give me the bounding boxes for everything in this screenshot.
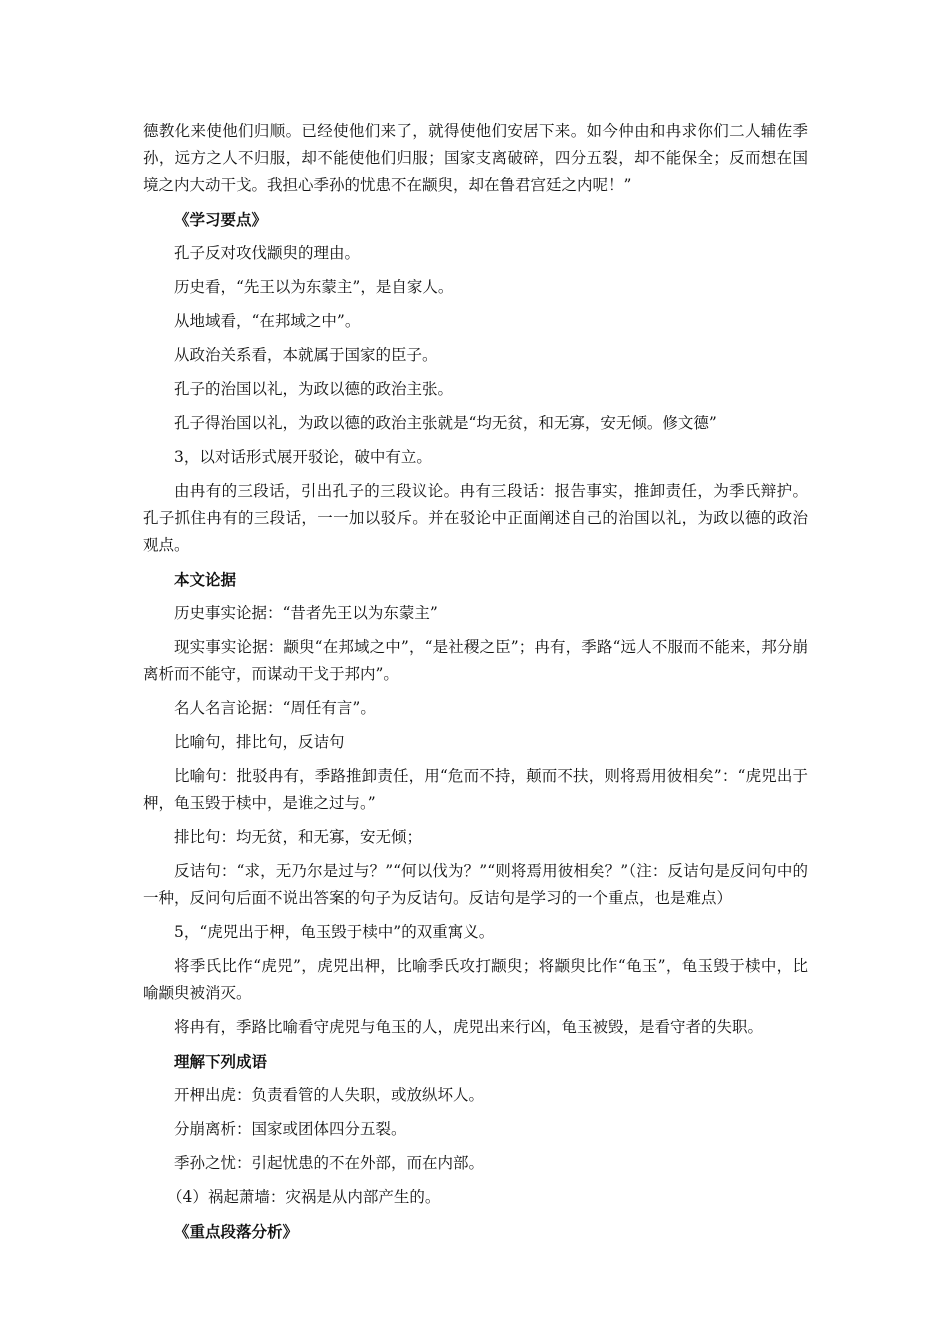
paragraph: 从地域看，“在邦域之中”。 [174,312,361,330]
document-body [143,118,808,1252]
paragraph: 名人名言论据：“周任有言”。 [174,699,376,717]
paragraph: 排比句：均无贫，和无寡，安无倾； [174,828,423,846]
paragraph: 从政治关系看，本就属于国家的臣子。 [174,346,438,364]
heading-study-points: 《学习要点》 [174,210,268,229]
paragraph: 由冉有的三段话，引出孔子的三段议论。冉有三段话：报告事实，推卸责任，为季氏辩护。孔子抓住冉有的三段话，一一加以驳斥。并在驳论中正面阐述自己的治国以礼，为政以德的政治观点。 [143,482,808,554]
paragraph: （4）祸起萧墙：灾祸是从内部产生的。 [167,1188,441,1206]
paragraph: 3，以对话形式展开驳论，破中有立。 [174,448,432,466]
paragraph: 比喻句：批驳冉有，季路推卸责任，用“危而不持，颠而不扶，则将焉用彼相矣”：“虎兕出于柙，龟玉毁于椟中，是谁之过与。” [143,767,808,812]
paragraph: 季孙之忧：引起忧患的不在外部，而在内部。 [174,1154,485,1172]
heading-key-paragraphs: 《重点段落分析》 [174,1222,299,1241]
paragraph: 5，“虎兕出于柙，龟玉毁于椟中”的双重寓义。 [174,923,495,941]
paragraph: 现实事实论据：颛臾“在邦域之中”，“是社稷之臣”；冉有，季路“远人不服而不能来，邦分崩离析而不能守，而谋动干戈于邦内”。 [143,638,808,683]
paragraph: 开柙出虎：负责看管的人失职，或放纵坏人。 [174,1086,485,1104]
paragraph: 孔子反对攻伐颛臾的理由。 [174,244,361,262]
paragraph: 反诘句：“求，无乃尔是过与？”“何以伐为？”“则将焉用彼相矣？”（注：反诘句是反问句中的一种，反问句后面不说出答案的句子为反诘句。反诘句是学习的一个重点，也是难点） [143,862,808,907]
paragraph: 比喻句，排比句，反诘句 [174,733,345,751]
paragraph: 孔子的治国以礼，为政以德的政治主张。 [174,380,454,398]
paragraph: 将季氏比作“虎兕”，虎兕出柙，比喻季氏攻打颛臾；将颛臾比作“龟玉”，龟玉毁于椟中，比喻颛臾被消灭。 [143,957,808,1002]
paragraph: 历史事实论据：“昔者先王以为东蒙主” [174,604,438,622]
heading-idioms: 理解下列成语 [174,1052,268,1071]
heading-arguments: 本文论据 [174,570,237,589]
paragraph-continuation: 德教化来使他们归顺。已经使他们来了，就得使他们安居下来。如今仲由和冉求你们二人辅佐季孙，远方之人不归服，却不能使他们归服；国家支离破碎，四分五裂，却不能保全；反而想在国境之内大动干戈。我担心季孙的忧患不在颛臾，却在鲁君宫廷之内呢！” [143,122,808,194]
paragraph: 孔子得治国以礼，为政以德的政治主张就是“均无贫，和无寡，安无倾。修文德” [174,414,717,432]
paragraph: 分崩离析：国家或团体四分五裂。 [174,1120,407,1138]
paragraph: 历史看，“先王以为东蒙主”，是自家人。 [174,278,454,296]
paragraph: 将冉有，季路比喻看守虎兕与龟玉的人，虎兕出来行凶，龟玉被毁，是看守者的失职。 [174,1018,764,1036]
